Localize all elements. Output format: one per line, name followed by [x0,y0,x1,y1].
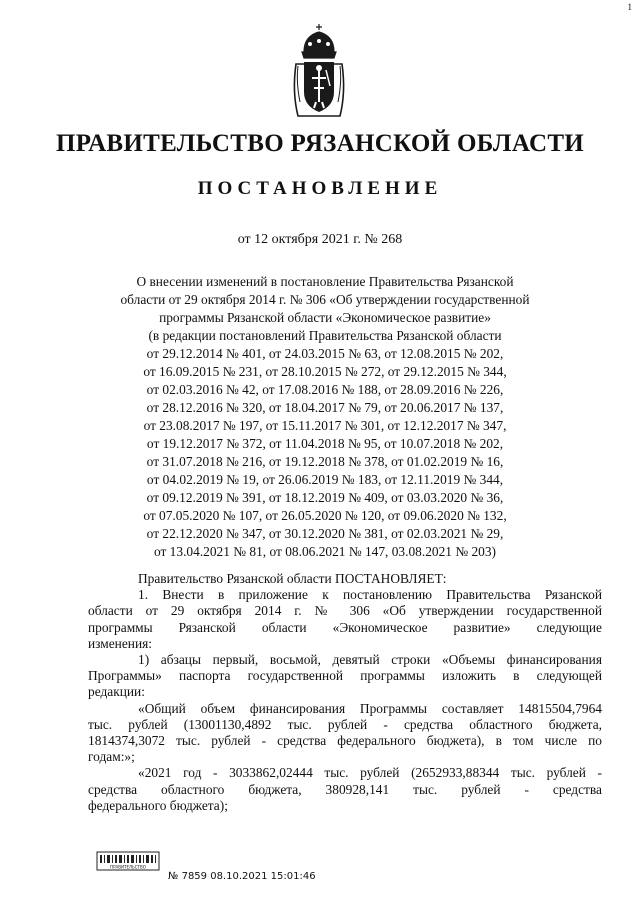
subject-line: от 16.09.2015 № 231, от 28.10.2015 № 272, от 29.12.2015 № 344, [143,364,507,379]
subject-line: от 13.04.2021 № 81, от 08.06.2021 № 147, 03.08.2021 № 203) [153,544,497,559]
body-line: программы Рязанской области «Экономическое развитие» следующие [88,619,602,635]
subject-line: от 04.02.2019 № 19, от 26.06.2019 № 183, от 12.11.2019 № 344, [146,472,504,487]
body-line: Программы» паспорта государственной программы изложить в следующей [88,668,602,684]
body-line: 1814374,3072 тыс. рублей - средства федерального бюджета), в том числе по [88,733,602,749]
page-number: 1 [627,2,632,12]
subject-line: от 02.03.2016 № 42, от 17.08.2016 № 188, от 28.09.2016 № 226, [146,382,504,397]
body-line: изменения: [88,635,153,651]
body-line: 1) абзацы первый, восьмой, девятый строки «Объемы финансирования [138,652,602,668]
body-line: средства областного бюджета, 380928,141 тыс. рублей - средства [88,781,602,797]
subject-line: программы Рязанской области «Экономическое развитие» [159,310,491,325]
body-line: области от 29 октября 2014 г. № 306 «Об утверждении государственной [88,603,602,619]
subject-line: О внесении изменений в постановление Правительства Рязанской [136,274,514,289]
subject-line: от 22.12.2020 № 347, от 30.12.2020 № 381, от 02.03.2021 № 29, [146,526,504,541]
government-title: ПРАВИТЕЛЬСТВО РЯЗАНСКОЙ ОБЛАСТИ [55,130,585,157]
barcode-text: ПРАВИТЕЛЬСТВО [110,864,146,870]
body-line: федерального бюджета); [88,797,228,813]
subject-line: от 23.08.2017 № 197, от 15.11.2017 № 301, от 12.12.2017 № 347, [143,418,507,433]
body-line: тыс. рублей (13001130,4892 тыс. рублей - средства областного бюджета, [88,716,602,732]
subject-line: от 28.12.2016 № 320, от 18.04.2017 № 79, от 20.06.2017 № 137, [146,400,504,415]
body-line: Правительство Рязанской области ПОСТАНОВЛЯЕТ: [138,571,447,586]
body-line: «Общий объем финансирования Программы составляет 14815504,7964 [138,700,602,716]
subject-line: (в редакции постановлений Правительства Рязанской области [148,328,502,343]
document-type: ПОСТАНОВЛЕНИЕ [197,178,443,199]
body-line: редакции: [88,684,145,700]
body-line: 1. Внести в приложение к постановлению Правительства Рязанской [138,587,602,603]
subject-line: области от 29 октября 2014 г. № 306 «Об утверждении государственной [120,292,530,307]
document-subject [60,273,590,561]
registration-stamp-icon [96,851,160,871]
document-body [88,571,602,814]
registration-info: № 7859 08.10.2021 15:01:46 [168,871,316,882]
document-date: от 12 октября 2021 г. № 268 [237,232,403,247]
subject-line: от 29.12.2014 № 401, от 24.03.2015 № 63, от 12.08.2015 № 202, [146,346,504,361]
subject-line: от 09.12.2019 № 391, от 18.12.2019 № 409, от 03.03.2020 № 36, [146,490,504,505]
coat-of-arms-icon [290,22,348,120]
body-line: «2021 год - 3033862,02444 тыс. рублей (2652933,88344 тыс. рублей - [138,765,602,781]
subject-line: от 19.12.2017 № 372, от 11.04.2018 № 95, от 10.07.2018 № 202, [146,436,504,451]
subject-line: от 31.07.2018 № 216, от 19.12.2018 № 378, от 01.02.2019 № 16, [146,454,504,469]
subject-line: от 07.05.2020 № 107, от 26.05.2020 № 120, от 09.06.2020 № 132, [143,508,507,523]
body-line: годам:»; [88,749,135,765]
